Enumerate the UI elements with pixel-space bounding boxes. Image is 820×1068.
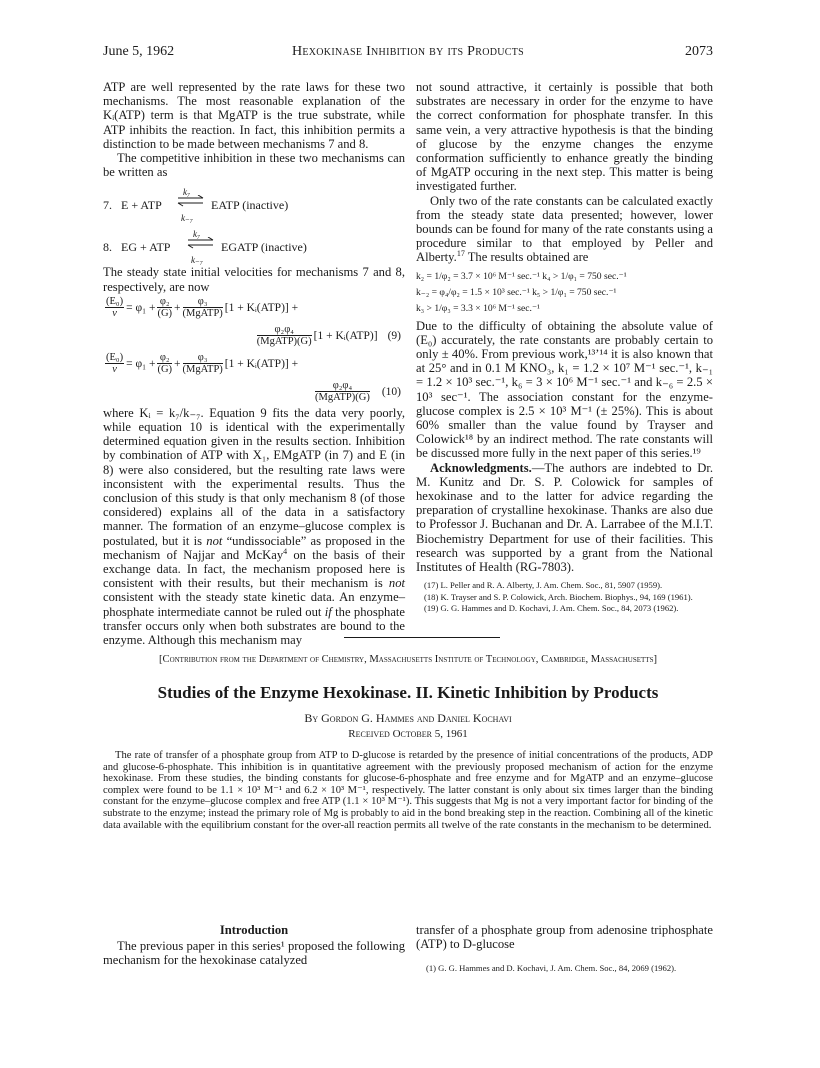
abstract: The rate of transfer of a phosphate group from ATP to D-glucose is retarded by the presence of initial concentrations of the products, ADP and glucose-6-phosphate. This inhibition is in quantitative agreement with the previously proposed mechanism of action for the enzyme hexokinase. From these studies, the binding constants for glucose-6-phosphate and free enzyme and for MgATP and an enzyme–glucose complex were found to be 1.1 × 10³ M⁻¹ and 6.2 × 10³ M⁻¹, respectively. The latter constant is only about six times larger than the binding constant for the enzyme–glucose complex and free ATP (1.1 × 10³ M⁻¹). This suggests that Mg is not a very important factor for binding of the substrate to the enzyme; instead the primary role of Mg is probably to aid in the bond breaking step in the reaction. Combining all of the kinetic data available with the equilibrium constant for the over-all reaction permits all twelve of the rate constants in the mechanism to be determined.	[103, 750, 713, 831]
paragraph: not sound attractive, it certainly is possible that both substrates are necessary in order for the enzyme to have the correct conformation for phosphate transfer. In this same vein, a very attractive hypothesis is that the binding of glucose by the enzyme changes the enzyme conformation sufficiently to enhance greatly the binding of MgATP occuring in the next step. This matter is being investigated further.	[416, 80, 713, 194]
rate-constant-line: k₃ > 1/φ₃ = 3.3 × 10⁶ M⁻¹ sec.⁻¹	[416, 302, 540, 314]
running-header	[103, 44, 713, 62]
header-page-number: 2073	[685, 44, 713, 59]
header-date: June 5, 1962	[103, 44, 175, 59]
reference: (17) L. Peller and R. A. Alberty, J. Am. Chem. Soc., 81, 5907 (1959).	[424, 580, 663, 591]
acknowledgments: Acknowledgments.—The authors are indebted to Dr. M. Kunitz and Dr. S. P. Colowick for samples of hexokinase and to the latter for advice regarding the preparation of crystalline hexokinase. Thanks are also due to Professor J. Buchanan and Dr. A. Larrabee of the M.I.T. Biochemistry Department for use of their facilities. This research was supported by a grant from the National Institutes of Health (RG-7803).	[416, 460, 713, 575]
rate-constant-line: k₂ = 1/φ₂ = 3.7 × 10⁶ M⁻¹ sec.⁻¹ k₄ > 1/φ₁ = 750 sec.⁻¹	[416, 270, 627, 282]
rate-constant-forward: k₇	[183, 187, 191, 198]
section-divider	[344, 637, 500, 638]
article-title: Studies of the Enzyme Hexokinase. II. Kinetic Inhibition by Products	[157, 683, 659, 702]
equilibrium-arrow-icon	[177, 195, 205, 207]
mechanism-number: 7.	[103, 198, 112, 213]
equilibrium-arrow-icon	[187, 237, 215, 249]
rate-constants-list	[416, 269, 713, 317]
equation-9: $\frac{\text{(E₀)}}{v}$ = φ₁ + $\frac{\text{φ₂}}{(G)}$ + $\frac{\text{φ₃}}{\text{(MgATP)}}$ [1 + Kᵢ(ATP)] + $\frac{\text{φ₂φ₄}}{\text{(MgATP)(G)}}$ [1 + Kᵢ(ATP)] (9)	[106, 296, 401, 348]
header-running-title: Hexokinase Inhibition by its Products	[291, 44, 525, 59]
rate-constant-reverse: k₋₇	[181, 213, 193, 224]
footnote: (1) G. G. Hammes and D. Kochavi, J. Am. Chem. Soc., 84, 2069 (1962).	[426, 963, 677, 973]
references	[416, 580, 713, 614]
introduction-left	[103, 923, 405, 967]
paragraph: The steady state initial velocities for mechanisms 7 and 8, respectively, are now	[103, 265, 405, 294]
reference: (19) G. G. Hammes and D. Kochavi, J. Am. Chem. Soc., 84, 2073 (1962).	[424, 603, 679, 614]
mechanism-lhs: E + ATP	[121, 198, 162, 213]
equation-number: (10)	[381, 385, 401, 398]
right-column	[416, 80, 713, 615]
paragraph: Due to the difficulty of obtaining the absolute value of (E₀) accurately, the rate constants are probably certain to only ± 40%. From previous work,¹³ʼ¹⁴ it is also known that at 25° and in 0.1 M KNO₃, k₁ = 1.2 × 10⁷ M⁻¹ sec.⁻¹, k₋₁ = 1.2 × 10³ sec.⁻¹, k₆ = 3 × 10⁶ M⁻¹ sec.⁻¹ and k₋₆ = 2.5 × 10³ sec⁻¹. The association constant for the enzyme-glucose complex is 2.5 × 10³ M⁻¹ (± 25%). This is about 60% smaller than the value found by Trayser and Colowick¹⁸ by an indirect method. The rate constants will be discussed more fully in the next paper of this series.¹⁹	[416, 318, 713, 461]
equation-10: $\frac{\text{(E₀)}}{v}$ = φ₁ + $\frac{\text{φ₂}}{(G)}$ + $\frac{\text{φ₃}}{\text{(MgATP)}}$ [1 + Kᵢ(ATP)] + $\frac{\text{φ₂φ₄}}{\text{(MgATP)(G)}}$ (10)	[106, 352, 401, 404]
paragraph: The previous paper in this series¹ proposed the following mechanism for the hexokinase catalyzed	[103, 939, 405, 967]
mechanism-number: 8.	[103, 240, 112, 255]
rate-constant-line: k₋₂ = φ₄/φ₂ = 1.5 × 10³ sec.⁻¹ k₅ > 1/φ₁ = 750 sec.⁻¹	[416, 286, 617, 298]
introduction-right	[416, 923, 713, 975]
paragraph: Only two of the rate constants can be calculated exactly from the steady state data presented; however, lower bounds can be found for many of the rate constants using a procedure similar to that employed by Peller and Alberty.$^{17}$ The results obtained are	[416, 193, 713, 265]
reference: (18) K. Trayser and S. P. Colowick, Arch. Biochem. Biophys., 94, 169 (1961).	[424, 591, 693, 602]
left-column	[103, 80, 405, 647]
mechanism-rhs: EATP (inactive)	[211, 198, 289, 213]
mechanism-lhs: EG + ATP	[121, 240, 171, 255]
affiliation: [Contribution from the Department of Chemistry, Massachusetts Institute of Technology, Cambridge, Massachusetts]	[158, 654, 658, 665]
received-date: Received October 5, 1961	[348, 728, 468, 740]
rate-constant-reverse: k₋₇	[191, 255, 203, 266]
paragraph: where Kᵢ = k₇/k₋₇. Equation 9 fits the data very poorly, while equation 10 is identical with the experimentally determined equation given in the results section. Inhibition by combination of ATP with X₁, EMgATP (in 7) and E (in 8) were also considered, but the resulting rate laws were inconsistent with the experimental results. Thus the conclusion of this study is that only mechanism 8 (of those considered) explains all of the data in a satisfactory manner. The formation of an enzyme–glucose complex is postulated, but it is not “undissociable” as proposed in the mechanism of Najjar and McKay$^4$ on the basis of their exchange data. In fact, the mechanism proposed here is consistent with their results, but their mechanism is not consistent with the steady state kinetic data. An enzyme–phosphate intermediate cannot be ruled out if the phosphate transfer occurs only when both substrates are bound to the enzyme. Although this mechanism may	[103, 405, 405, 648]
paragraph: ATP are well represented by the rate laws for these two mechanisms. The most reasonable explanation of the Kᵢ(ATP) term is that MgATP is the true substrate, while ATP inhibits the reaction. In fact, this inhibition permits a distinction to be made between mechanisms 7 and 8.	[103, 80, 405, 151]
rate-constant-forward: k₇	[193, 229, 201, 240]
authors: By Gordon G. Hammes and Daniel Kochavi	[304, 711, 512, 725]
mechanism-8	[103, 227, 405, 266]
equation-number: (9)	[387, 329, 401, 342]
paragraph: transfer of a phosphate group from adenosine triphosphate (ATP) to D-glucose	[416, 923, 713, 951]
mechanism-7	[103, 185, 405, 224]
mechanism-rhs: EGATP (inactive)	[221, 240, 307, 255]
paragraph: The competitive inhibition in these two mechanisms can be written as	[103, 151, 405, 180]
section-heading: Introduction	[219, 923, 289, 937]
